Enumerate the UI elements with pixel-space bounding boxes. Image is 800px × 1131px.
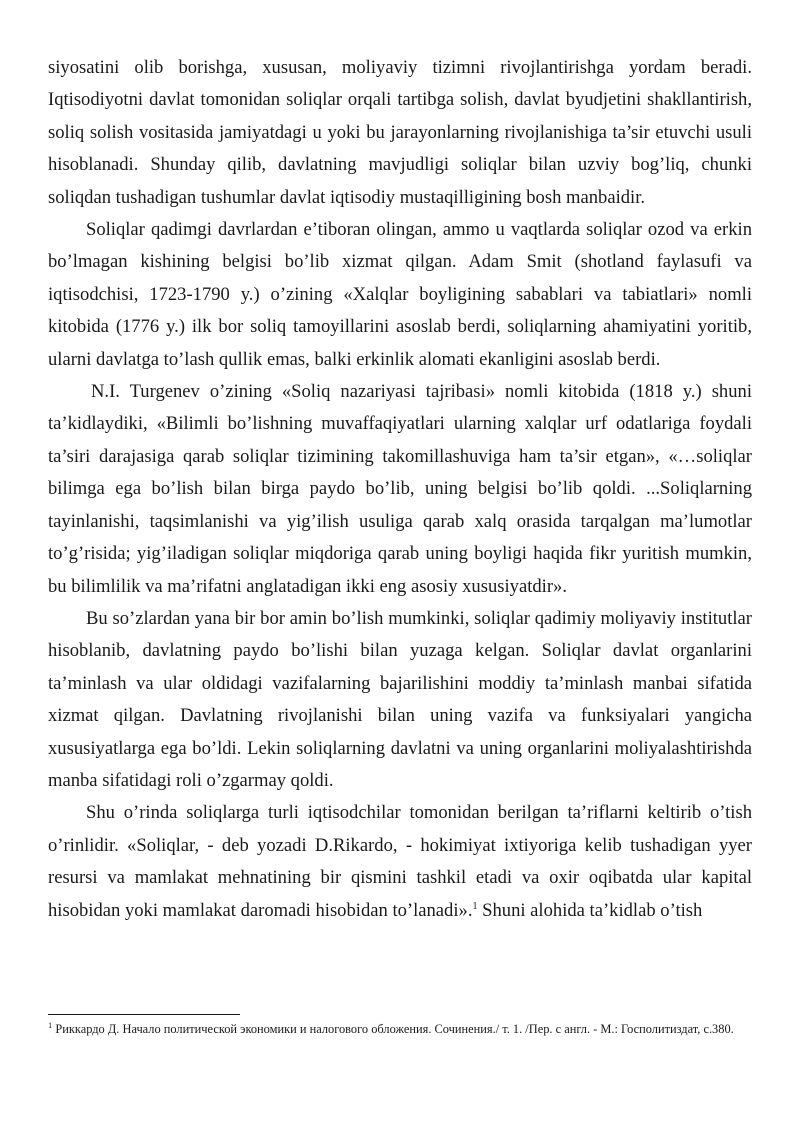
footnote-reference[interactable]: 1 [472, 900, 478, 912]
paragraph-5-text-continued: Shuni alohida ta’kidlab o’tish [477, 899, 703, 921]
paragraph-3: N.I. Turgenev o’zining «Soliq nazariyasi tajribasi» nomli kitobida (1818 y.) shuni ta’kidlaydiki, «Bilimli bo’lishning muvaffaqiyatlari ularning xalqlar urf odatlariga foydali ta’siri darajasiga qarab soliqlar tizimining takomillashuviga ham ta’sir etgan», «…soliqlar bilimga ega bo’lish bilan birga paydo bo’lib, uning belgisi bo’lib qoldi. ...Soliqlarning tayinlanishi, taqsimlanishi va yig’ilish usuliga qarab xalq orasida tarqalgan ma’lumotlar to’g’risida; yig’iladigan soliqlar miqdoriga qarab uning boyligi haqida fikr yuritish mumkin, bu bilimlilik va ma’rifatni anglatadigan ikki eng asosiy xususiyatdir». [48, 381, 752, 597]
paragraph-5 [48, 797, 752, 927]
footnote-text: Риккардо Д. Начало политической экономики и налогового обложения. Сочинения./ т. 1. /Пер. с англ. - М.: Госполитиздат, с.380. [52, 1022, 734, 1036]
paragraph-1: siyosatini olib borishga, xususan, moliyaviy tizimni rivojlantirishga yordam beradi. Iqtisodiyotni davlat tomonidan soliqlar orqali tartibga solish, davlat byudjetini shakllantirish, soliq solish vositasida jamiyatdagi u yoki bu jarayonlarning rivojlanishiga ta’sir etuvchi usuli hisoblanadi. Shunday qilib, davlatning mavjudligi soliqlar bilan uzviy bog’liq, chunki soliqdan tushadigan tushumlar davlat iqtisodiy mustaqilligining bosh manbaidir. [48, 57, 752, 208]
paragraph-2: Soliqlar qadimgi davrlardan e’tiboran olingan, ammo u vaqtlarda soliqlar ozod va erkin bo’lmagan kishining belgisi bo’lib xizmat qilgan. Adam Smit (shotland faylasufi va iqtisodchisi, 1723-1790 y.) o’zining «Xalqlar boyligining sabablari va tabiatlari» nomli kitobida (1776 y.) ilk bor soliq tamoyillarini asoslab berdi, soliqlarning ahamiyatini yoritib, ularni davlatga to’lash qullik emas, balki erkinlik alomati ekanligini asoslab berdi. [48, 219, 752, 370]
footnote [48, 1021, 752, 1037]
document-body [48, 52, 752, 927]
footnote-separator [48, 1014, 240, 1015]
footnote-marker: 1 [48, 1020, 53, 1030]
paragraph-5-text: Shu o’rinda soliqlarga turli iqtisodchilar tomonidan berilgan ta’riflarni keltirib o’tish o’rinlidir. «Soliqlar, - deb yozadi D.Rikardo, - hokimiyat ixtiyoriga kelib tushadigan yyer resursi va mamlakat mehnatining bir qismini tashkil etadi va oxir oqibatda ular kapital hisobidan yoki mamlakat daromadi hisobidan to’lanadi». [48, 802, 752, 921]
paragraph-4: Bu so’zlardan yana bir bor amin bo’lish mumkinki, soliqlar qadimiy moliyaviy institutlar hisoblanib, davlatning paydo bo’lishi bilan yuzaga kelgan. Soliqlar davlat organlarini ta’minlash va ular oldidagi vazifalarning bajarilishini moddiy ta’minlash manbai sifatida xizmat qilgan. Davlatning rivojlanishi bilan uning vazifa va funksiyalari yangicha xususiyatlarga ega bo’ldi. Lekin soliqlarning davlatni va uning organlarini moliyalashtirishda manba sifatidagi roli o’zgarmay qoldi. [48, 607, 752, 791]
